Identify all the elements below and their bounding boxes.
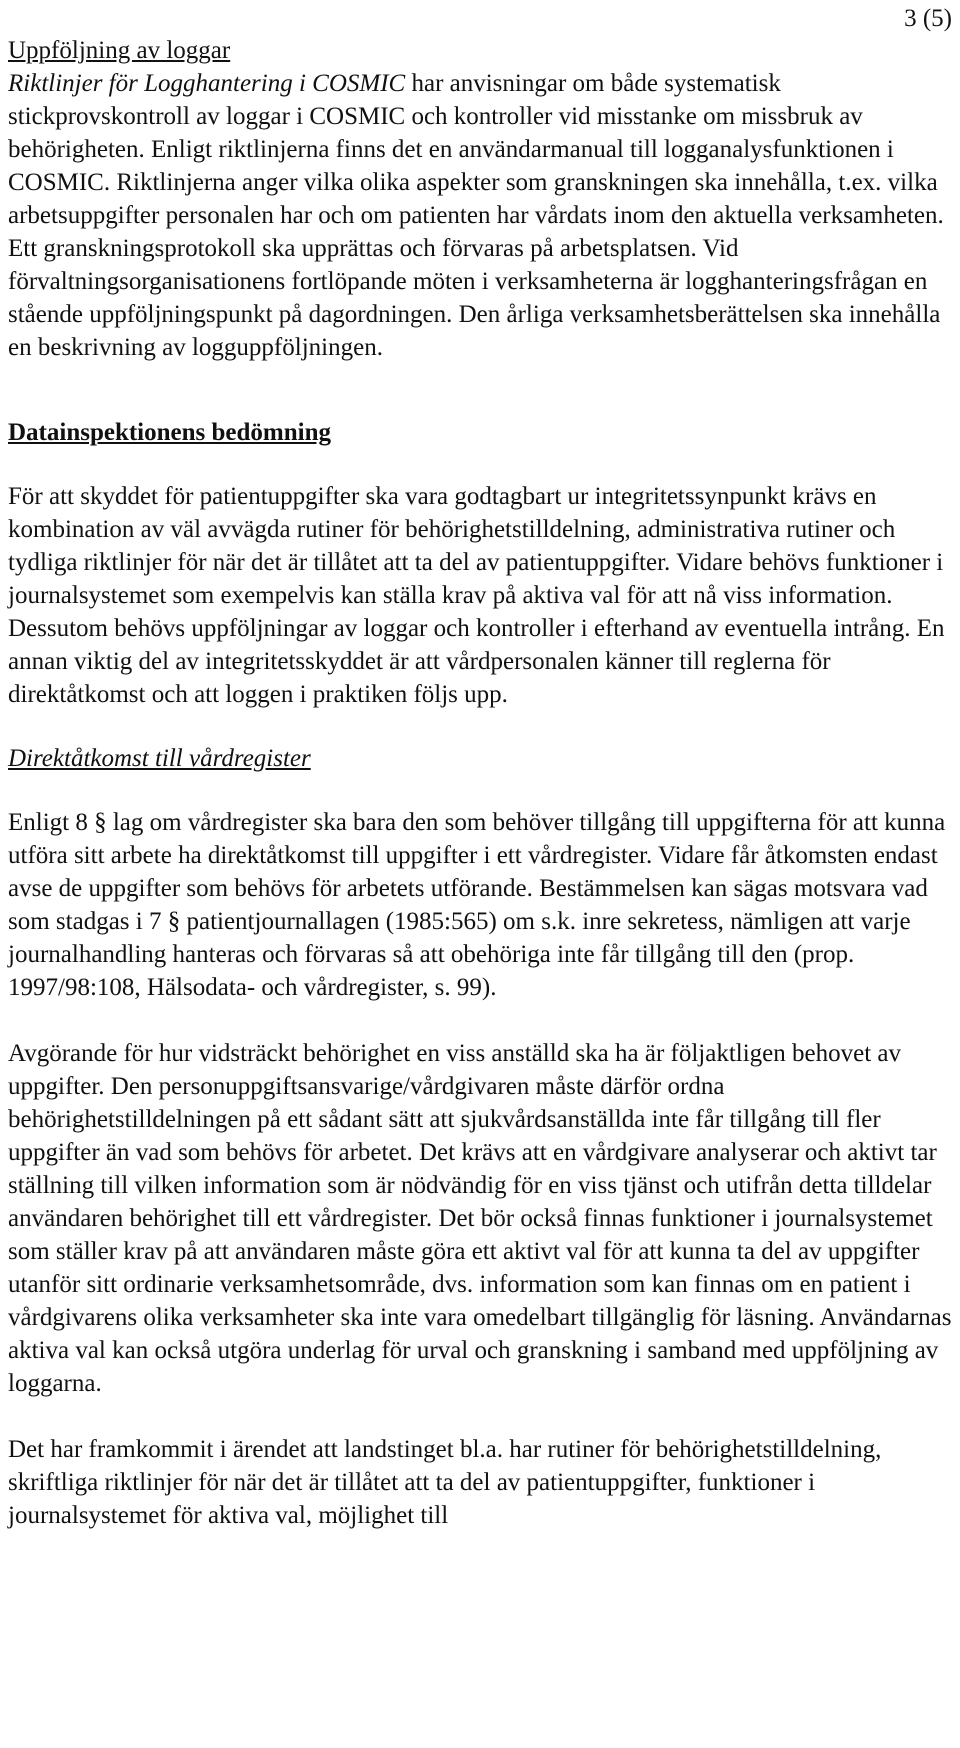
paragraph: Det har framkommit i ärendet att landstinget bl.a. har rutiner för behörighetstilldelning, skriftliga riktlinjer för när det är tillåtet att ta del av patientuppgifter, funktioner i journalsystemet för aktiva val, möjlighet till bbox=[8, 1436, 882, 1529]
section-heading: Datainspektionens bedömning bbox=[8, 419, 331, 446]
paragraph bbox=[8, 67, 952, 364]
section-heading: Direktåtkomst till vårdregister bbox=[8, 745, 311, 772]
document-body bbox=[8, 34, 952, 1532]
paragraph: Enligt 8 § lag om vårdregister ska bara den som behöver tillgång till uppgifterna för att kunna utföra sitt arbete ha direktåtkomst till uppgifter i ett vårdregister. Vidare får åtkomsten endast avse de uppgifter som behövs för arbetets utförande. Bestämmelsen kan sägas motsvara vad som stadgas i 7 § patientjournallagen (1985:565) om s.k. inre sekretess, nämligen att varje journalhandling hanteras och förvaras så att obehöriga inte får tillgång till den (prop. 1997/98:108, Hälsodata- och vårdregister, s. 99). bbox=[8, 809, 946, 1001]
section-assessment bbox=[8, 416, 952, 711]
paragraph: Avgörande för hur vidsträckt behörighet en viss anställd ska ha är följaktligen behovet av uppgifter. Den personuppgiftsansvarige/vårdgivaren måste därför ordna behörighetstilldelningen på ett sådant sätt att sjukvårdsanställda inte får tillgång till fler uppgifter än vad som behövs för arbetet. Det krävs att en vårdgivare analyserar och aktivt tar ställning till vilken information som är nödvändig för en viss tjänst och utifrån detta tilldelar användaren behörighet till ett vårdregister. Det bör också finnas funktioner i journalsystemet som ställer krav på att användaren måste göra ett aktivt val för att kunna ta del av uppgifter utanför sitt ordinarie verksamhetsområde, dvs. information som kan finnas om en patient i vårdgivarens olika verksamheter ska inte vara omedelbart tillgänglig för läsning. Användarnas aktiva val kan också utgöra underlag för urval och granskning i samband med uppföljning av loggarna. bbox=[8, 1040, 952, 1397]
paragraph-text: har anvisningar om både systematisk stickprovskontroll av loggar i COSMIC och kontroller vid misstanke om missbruk av behörigheten. Enligt riktlinjerna finns det en användarmanual till logganalysfunktionen i COSMIC. Riktlinjerna anger vilka olika aspekter som granskningen ska innehålla, t.ex. vilka arbetsuppgifter personalen har och om patienten har vårdats inom den aktuella verksamheten. Ett granskningsprotokoll ska upprättas och förvaras på arbetsplatsen. Vid förvaltningsorganisationens fortlöpande möten i verksamheterna är logghanteringsfrågan en stående uppföljningspunkt på dagordningen. Den årliga verksamhetsberättelsen ska innehålla en beskrivning av logguppföljningen. bbox=[8, 70, 944, 361]
page-number: 3 (5) bbox=[904, 5, 952, 32]
section-direct-access bbox=[8, 742, 952, 1532]
paragraph: För att skyddet för patientuppgifter ska vara godtagbart ur integritetssynpunkt krävs en kombination av väl avvägda rutiner för behörighetstilldelning, administrativa rutiner och tydliga riktlinjer för när det är tillåtet att ta del av patientuppgifter. Vidare behövs funktioner i journalsystemet som exempelvis kan ställa krav på aktiva val för att nå viss information. Dessutom behövs uppföljningar av loggar och kontroller i efterhand av eventuella intrång. En annan viktig del av integritetsskyddet är att vårdpersonalen känner till reglerna för direktåtkomst och att loggen i praktiken följs upp. bbox=[8, 483, 945, 708]
section-log-followup bbox=[8, 34, 952, 364]
document-title-reference: Riktlinjer för Logghantering i COSMIC bbox=[8, 70, 406, 97]
section-heading: Uppföljning av loggar bbox=[8, 37, 231, 64]
